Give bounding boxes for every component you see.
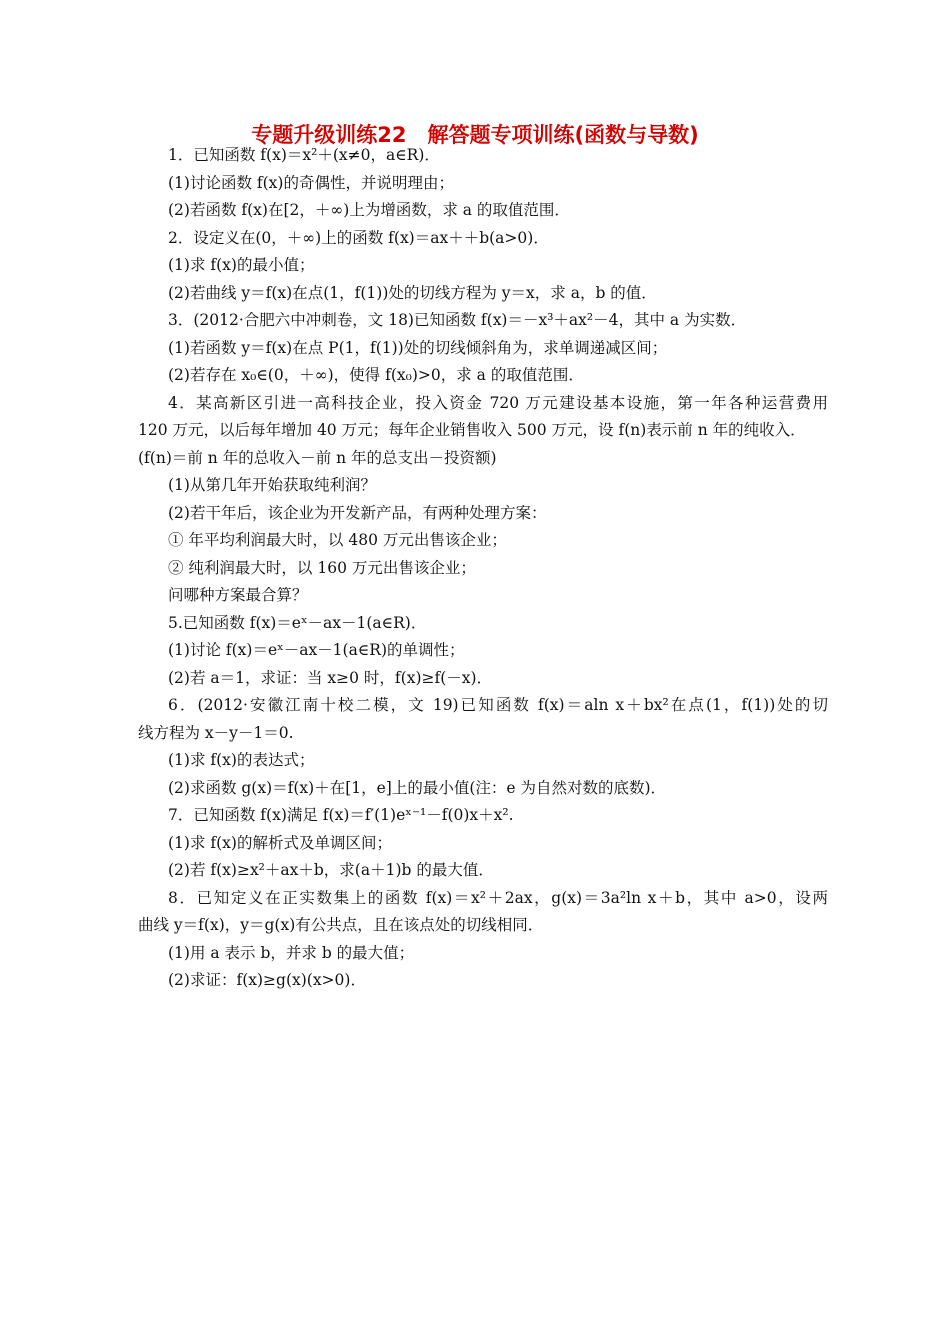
problem-8-part-2: (2)求证：f(x)≥g(x)(x>0)．: [168, 971, 366, 989]
problem-3-part-2: (2)若存在 x₀∈(0，＋∞)，使得 f(x₀)>0，求 a 的取值范围．: [168, 366, 584, 384]
problem-2-stem: 2．设定义在(0，＋∞)上的函数 f(x)＝ax＋＋b(a>0)．: [168, 228, 549, 247]
problem-7-part-2: (2)若 f(x)≥x²＋ax＋b，求(a＋1)b 的最大值．: [168, 861, 494, 879]
problem-7-part-1: (1)求 f(x)的解析式及单调区间；: [168, 833, 392, 852]
problem-1-part-1: (1)讨论函数 f(x)的奇偶性，并说明理由；: [168, 173, 454, 192]
problem-4-option-1: ① 年平均利润最大时，以 480 万元出售该企业；: [168, 531, 507, 549]
problem-4-part-1: (1)从第几年开始获取纯利润？: [168, 476, 376, 494]
problem-4-question: 问哪种方案最合算？: [168, 586, 308, 604]
problem-3-stem: 3．(2012·合肥六中冲刺卷，文 18)已知函数 f(x)＝－x³＋ax²－4，其中 a 为实数．: [168, 311, 747, 329]
document-body: [138, 142, 828, 995]
problem-2-part-2: (2)若曲线 y＝f(x)在点(1，f(1))处的切线方程为 y＝x，求 a，b 的值．: [168, 283, 657, 302]
page-title: 专题升级训练22 解答题专项训练(函数与导数): [251, 123, 699, 147]
problem-7-stem: 7．已知函数 f(x)满足 f(x)＝f′(1)eˣ⁻¹－f(0)x＋x².: [168, 806, 514, 824]
problem-3-part-1: (1)若函数 y＝f(x)在点 P(1，f(1))处的切线倾斜角为，求单调递减区间；: [168, 338, 668, 357]
problem-1-part-2: (2)若函数 f(x)在[2，＋∞)上为增函数，求 a 的取值范围．: [168, 201, 570, 219]
problem-6-stem-line-1: 6．(2012·安徽江南十校二模，文 19)已知函数 f(x)＝aln x＋bx²在点(1，f(1))处的切: [168, 696, 828, 714]
problem-8-stem-line-1: 8．已知定义在正实数集上的函数 f(x)＝x²＋2ax，g(x)＝3a²ln x＋b，其中 a>0，设两: [168, 888, 828, 907]
problem-4-stem-line-2: 120 万元，以后每年增加 40 万元；每年企业销售收入 500 万元，设 f(n)表示前 n 年的纯收入．: [138, 421, 806, 439]
problem-4-option-2: ② 纯利润最大时，以 160 万元出售该企业；: [168, 558, 476, 577]
problem-6-part-2: (2)求函数 g(x)＝f(x)＋在[1，e]上的最小值(注：e 为自然对数的底数)．: [168, 778, 667, 797]
problem-5-part-2: (2)若 a＝1，求证：当 x≥0 时，f(x)≥f(－x)．: [168, 668, 493, 687]
problem-2-part-1: (1)求 f(x)的最小值；: [168, 256, 315, 274]
problem-4-stem-line-1: 4．某高新区引进一高科技企业，投入资金 720 万元建设基本设施，第一年各种运营费用: [168, 393, 828, 412]
problem-4-stem-line-3: (f(n)＝前 n 年的总收入－前 n 年的总支出－投资额): [138, 448, 497, 467]
problem-5-part-1: (1)讨论 f(x)＝eˣ－ax－1(a∈R)的单调性；: [168, 641, 465, 659]
problem-8-part-1: (1)用 a 表示 b，并求 b 的最大值；: [168, 943, 415, 962]
problem-6-part-1: (1)求 f(x)的表达式；: [168, 751, 315, 769]
problem-1-stem: 1．已知函数 f(x)＝x²＋(x≠0，a∈R)．: [168, 146, 440, 164]
problem-5-stem: 5.已知函数 f(x)＝eˣ－ax－1(a∈R)．: [168, 613, 427, 632]
problem-4-part-2: (2)若干年后，该企业为开发新产品，有两种处理方案：: [168, 503, 547, 522]
problem-6-stem-line-2: 线方程为 x－y－1＝0.: [138, 723, 294, 742]
problem-8-stem-line-2: 曲线 y＝f(x)，y＝g(x)有公共点，且在该点处的切线相同．: [138, 916, 544, 934]
